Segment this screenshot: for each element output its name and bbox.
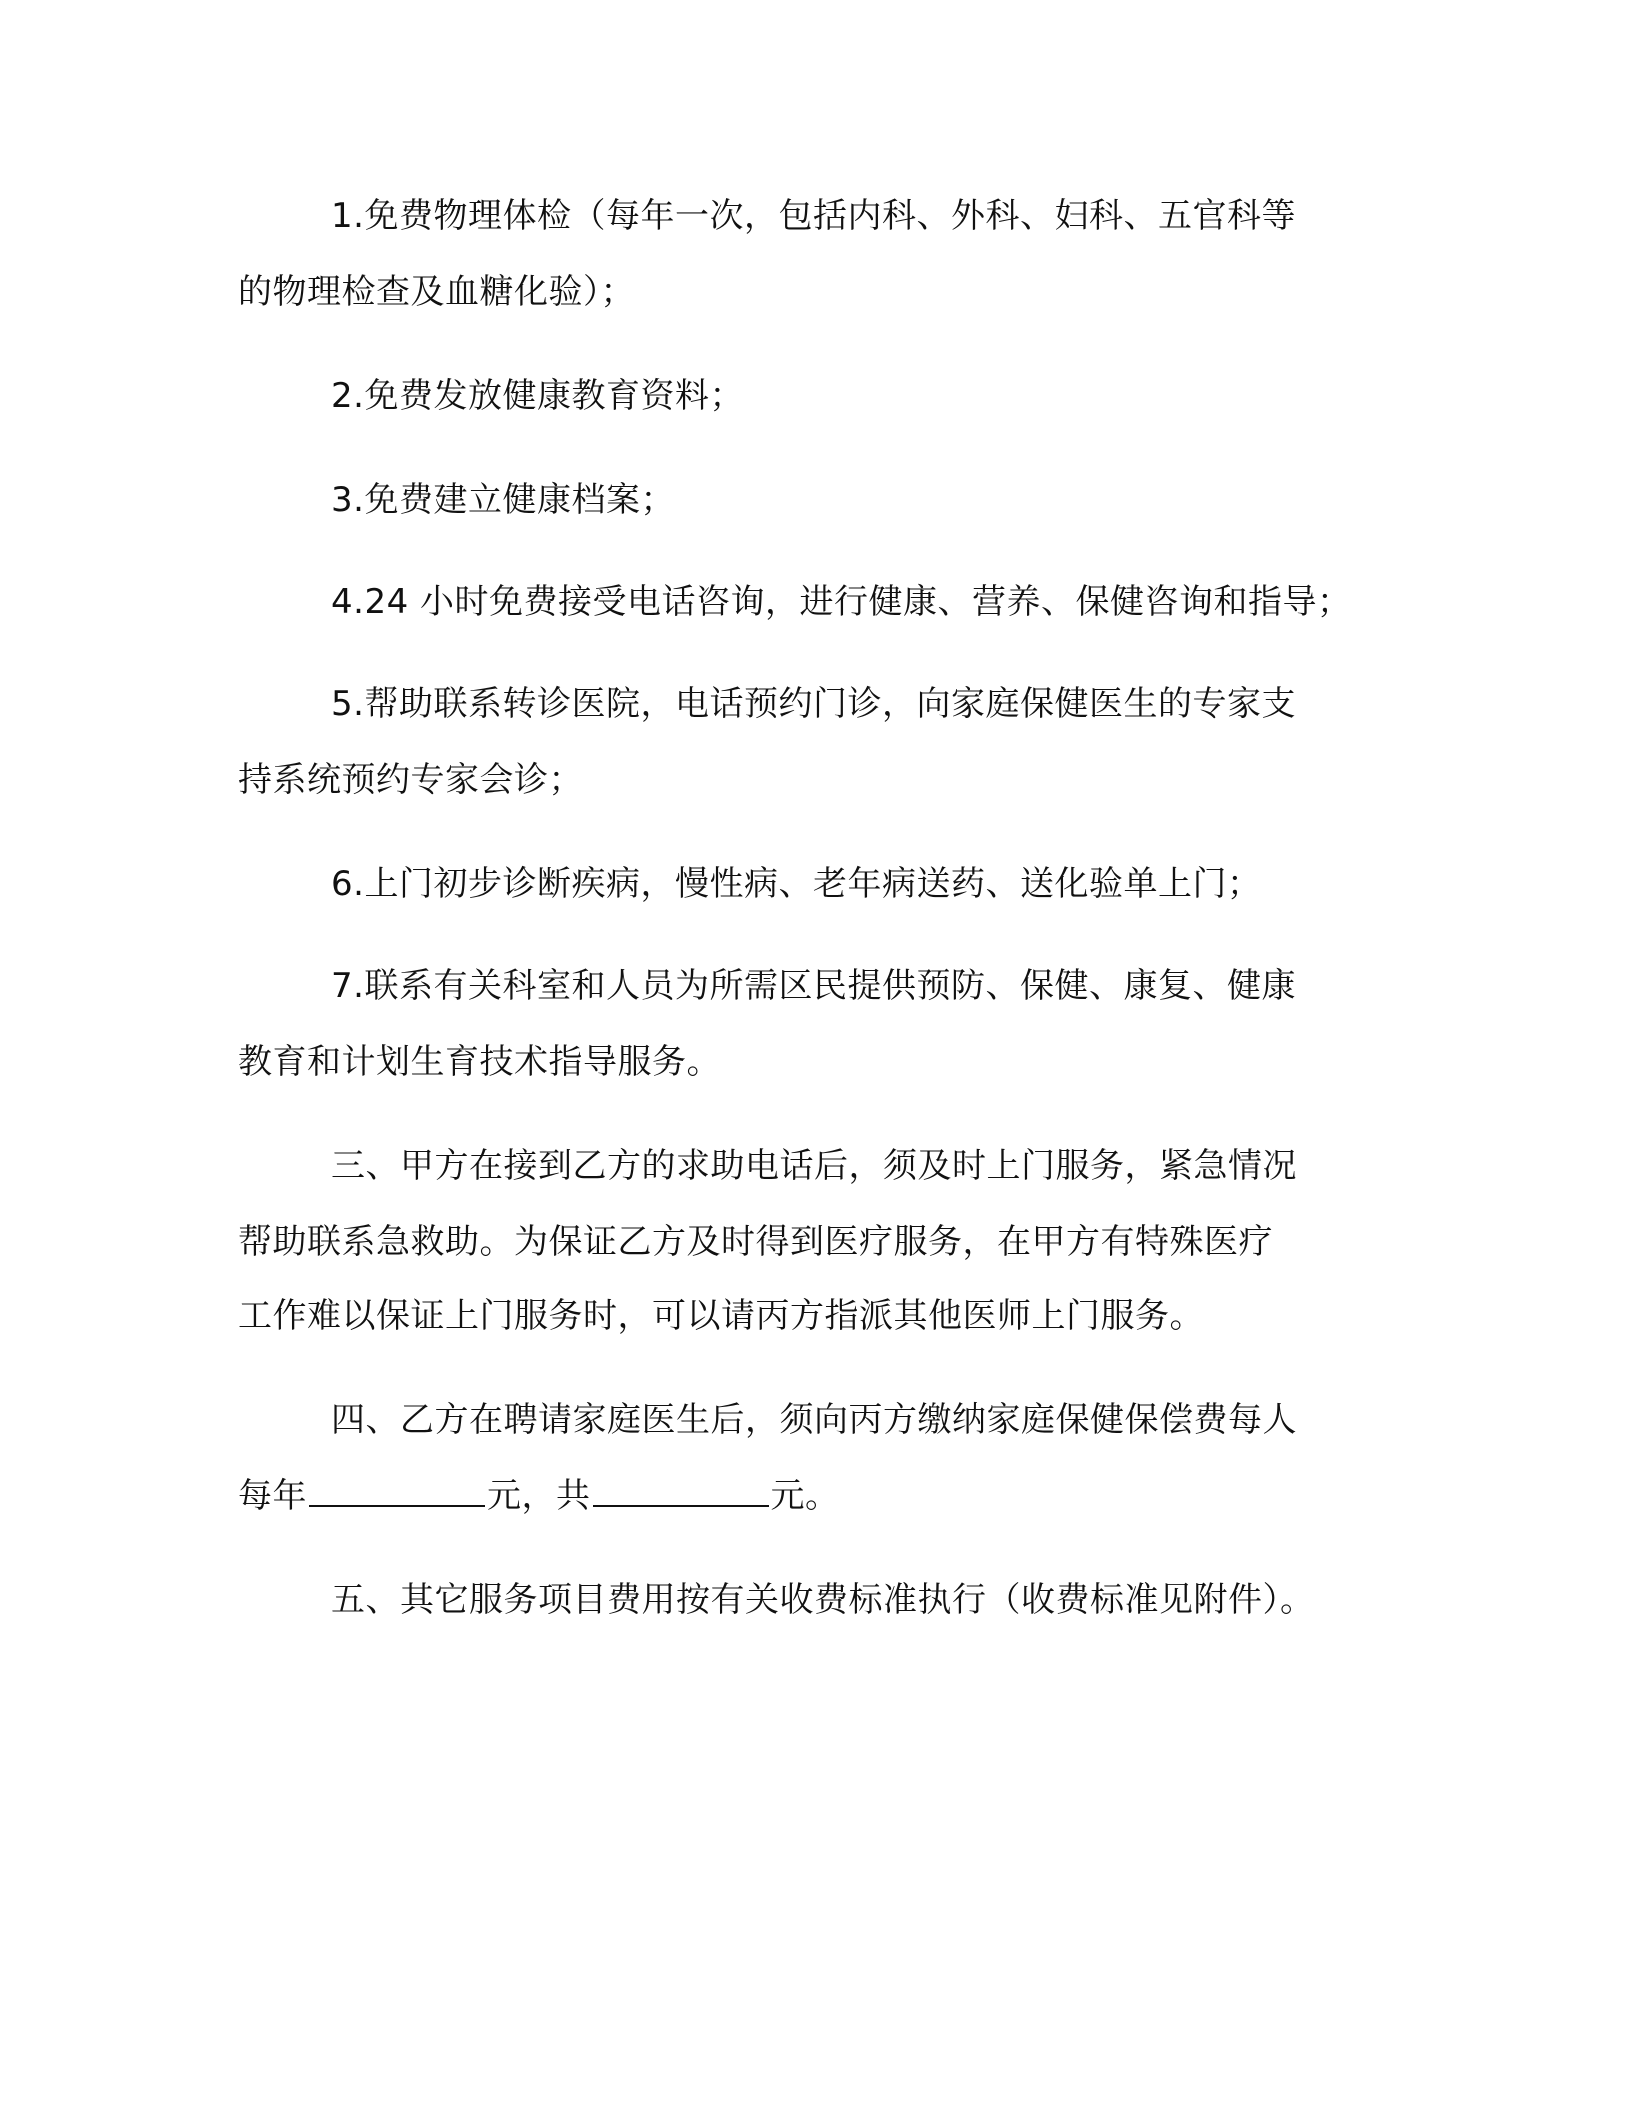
clause-3-line-3: 工作难以保证上门服务时，可以请丙方指派其他医师上门服务。 xyxy=(238,1296,1204,1336)
clause-4-line-1: 四、乙方在聘请家庭医生后，须向丙方缴纳家庭保健保偿费每人 xyxy=(331,1400,1297,1440)
item-3-line-1: 3.免费建立健康档案； xyxy=(331,480,675,520)
per-year-label: 每年 xyxy=(238,1476,307,1516)
total-label: 元，共 xyxy=(487,1476,591,1516)
item-1-line-1: 1.免费物理体检（每年一次，包括内科、外科、妇科、五官科等 xyxy=(331,196,1296,236)
clause-5-line-1: 五、其它服务项目费用按有关收费标准执行（收费标准见附件）。 xyxy=(331,1580,1315,1620)
item-4-line-1: 4.24 小时免费接受电话咨询，进行健康、营养、保健咨询和指导； xyxy=(331,582,1352,622)
item-2-line-1: 2.免费发放健康教育资料； xyxy=(331,376,744,416)
item-5-line-2: 持系统预约专家会诊； xyxy=(238,760,583,800)
item-7-line-2: 教育和计划生育技术指导服务。 xyxy=(238,1042,721,1082)
item-5-line-1: 5.帮助联系转诊医院，电话预约门诊，向家庭保健医生的专家支 xyxy=(331,684,1296,724)
clause-3-line-2: 帮助联系急救助。为保证乙方及时得到医疗服务，在甲方有特殊医疗 xyxy=(238,1222,1273,1262)
yuan-end-label: 元。 xyxy=(770,1476,840,1516)
item-1-line-2: 的物理检查及血糖化验）； xyxy=(238,272,635,312)
clause-4-line-2 xyxy=(238,1472,840,1520)
total-fee-blank xyxy=(593,1475,769,1507)
annual-fee-blank xyxy=(309,1475,485,1507)
clause-3-line-1: 三、甲方在接到乙方的求助电话后，须及时上门服务，紧急情况 xyxy=(331,1146,1297,1186)
item-6-line-1: 6.上门初步诊断疾病，慢性病、老年病送药、送化验单上门； xyxy=(331,864,1262,904)
item-7-line-1: 7.联系有关科室和人员为所需区民提供预防、保健、康复、健康 xyxy=(331,966,1296,1006)
